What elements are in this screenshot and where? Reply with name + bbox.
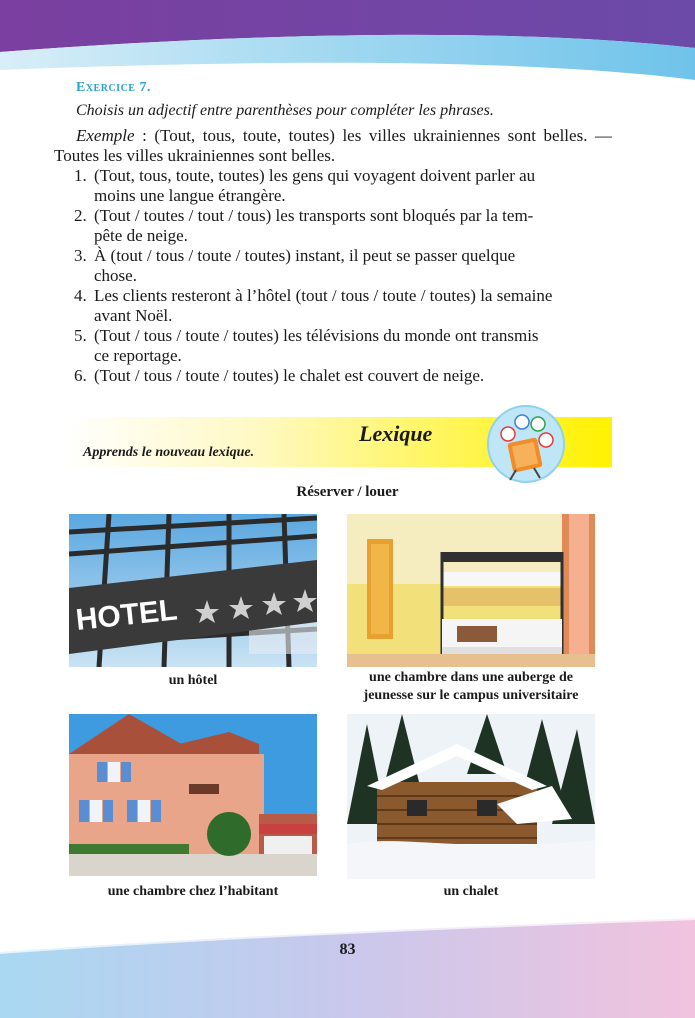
hotel-caption: un hôtel xyxy=(168,673,218,688)
exercise-title xyxy=(76,80,151,96)
auberge-caption xyxy=(337,669,605,705)
section-heading: Réserver / louer xyxy=(296,484,399,500)
item-line: chose. xyxy=(94,266,137,285)
list-item xyxy=(54,246,612,286)
exercise-title-number: 7. xyxy=(139,80,151,95)
item-line: moins une langue étrangère. xyxy=(94,186,286,205)
item-line: (Tout / tous / toute / toutes) les télévisions du monde ont transmis xyxy=(94,326,539,345)
item-number: 6. xyxy=(74,366,87,385)
example-label: Exemple xyxy=(76,126,135,145)
lexique-title: Lexique xyxy=(359,421,433,446)
item-line: (Tout / tous / toute / toutes) le chalet est couvert de neige. xyxy=(94,366,485,385)
list-item xyxy=(54,366,612,386)
example-text: : (Tout, tous, toute, toutes) les villes ukrainiennes sont belles. — Toutes les villes ukrainiennes sont belles. xyxy=(54,126,612,165)
item-line: Les clients resteront à l’hôtel (tout / tous / toute / toutes) la semaine xyxy=(94,286,553,305)
item-number: 4. xyxy=(74,286,87,305)
page-number: 83 xyxy=(339,941,356,958)
top-decorative-band xyxy=(0,0,695,90)
lexique-subtitle: Apprends le nouveau lexique. xyxy=(83,445,255,460)
chalet-caption: un chalet xyxy=(443,884,499,899)
list-item xyxy=(54,326,612,366)
item-number: 1. xyxy=(74,166,87,185)
item-line: pête de neige. xyxy=(94,226,188,245)
list-item xyxy=(54,286,612,326)
exercise-example xyxy=(54,126,612,166)
lexique-mascot-icon xyxy=(486,404,566,484)
auberge-caption-line: une chambre dans une auberge de xyxy=(369,670,573,685)
habitant-house-photo xyxy=(69,714,317,876)
item-line: ce reportage. xyxy=(94,346,182,365)
exercise-items xyxy=(54,166,612,386)
list-item xyxy=(54,166,612,206)
habitant-caption: une chambre chez l’habitant xyxy=(107,884,279,899)
bottom-decorative-band xyxy=(0,900,695,1018)
item-line: (Tout / toutes / tout / tous) les transports sont bloqués par la tem- xyxy=(94,206,534,225)
hotel-sign-text: HOTEL xyxy=(74,593,179,637)
list-item xyxy=(54,206,612,246)
item-number: 3. xyxy=(74,246,87,265)
item-line: (Tout, tous, toute, toutes) les gens qui voyagent doivent parler au xyxy=(94,166,536,185)
auberge-room-photo xyxy=(347,514,595,667)
exercise-instruction: Choisis un adjectif entre parenthèses pour compléter les phrases. xyxy=(76,102,494,119)
chalet-photo xyxy=(347,714,595,879)
exercise-title-prefix: Exercice xyxy=(76,80,136,95)
item-line: avant Noël. xyxy=(94,306,173,325)
auberge-caption-line: jeunesse sur le campus universitaire xyxy=(363,688,579,703)
item-line: À (tout / tous / toute / toutes) instant, il peut se passer quelque xyxy=(94,246,516,265)
item-number: 5. xyxy=(74,326,87,345)
hotel-photo xyxy=(69,514,317,667)
item-number: 2. xyxy=(74,206,87,225)
